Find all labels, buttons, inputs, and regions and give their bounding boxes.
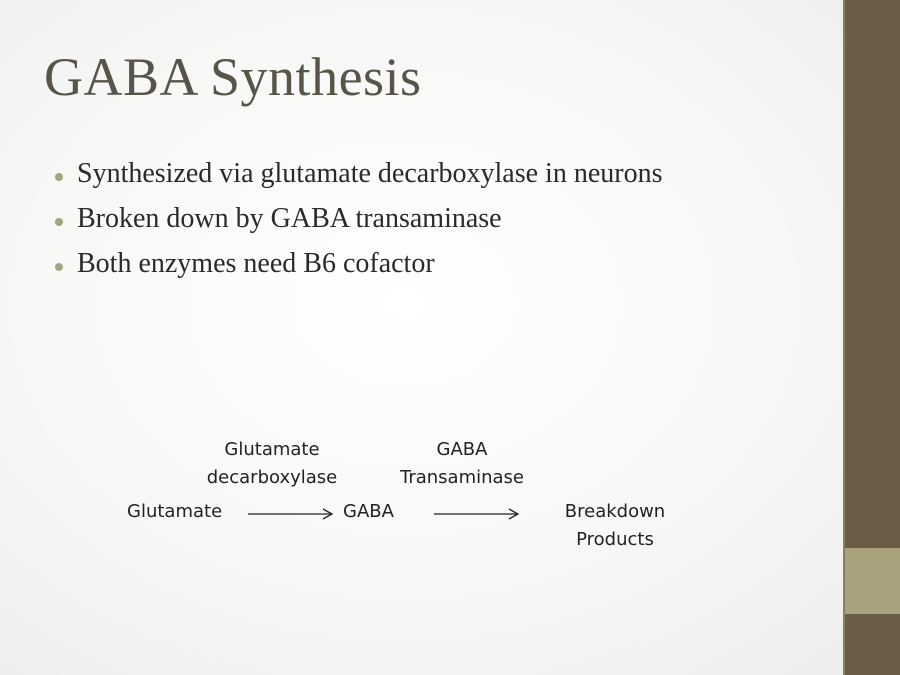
enzyme2-label — [382, 436, 542, 492]
reaction-arrow-icon — [246, 506, 336, 522]
enzyme1-label-line1: Glutamate — [224, 439, 320, 460]
product-label-line1: Breakdown — [564, 501, 666, 522]
enzyme1-label — [192, 436, 352, 492]
product-label — [540, 498, 690, 554]
intermediate-label: GABA — [343, 501, 394, 522]
enzyme2-label-line1: GABA — [436, 439, 488, 460]
reaction-arrow-icon — [432, 506, 522, 522]
slide-title: GABA Synthesis — [44, 47, 422, 107]
product-label-line2: Products — [576, 529, 654, 550]
enzyme1-label-line2: decarboxylase — [206, 467, 338, 488]
substrate-label: Glutamate — [127, 501, 223, 522]
enzyme2-label-line2: Transaminase — [399, 467, 525, 488]
bullet-text: Broken down by GABA transaminase — [77, 203, 502, 234]
bullet-text: Synthesized via glutamate decarboxylase in neurons — [77, 158, 663, 189]
bullet-text: Both enzymes need B6 cofactor — [77, 248, 435, 279]
decorative-sidebar-accent — [845, 548, 900, 614]
